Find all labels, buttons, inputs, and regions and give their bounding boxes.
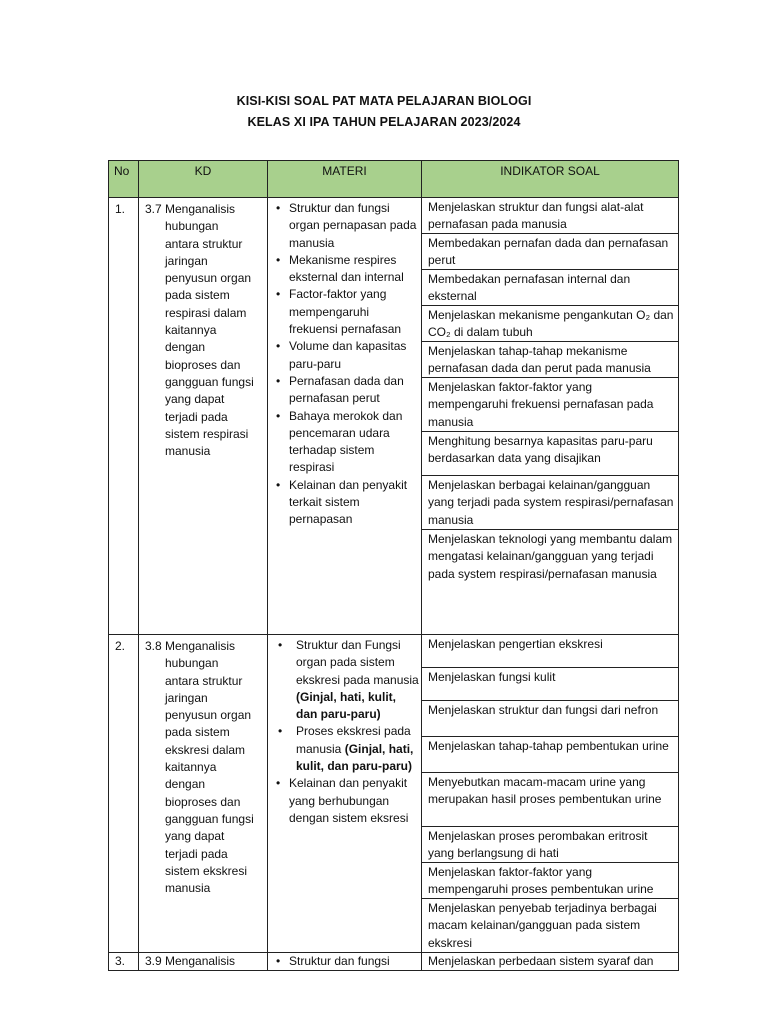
kd-line: pada sistem	[165, 725, 230, 740]
list-item: • Kelainan dan penyakit terkait sistem pernapasan	[276, 477, 408, 527]
indikator-item: Menyebutkan macam-macam urine yang merupakan hasil proses pembentukan urine	[422, 773, 678, 827]
indikator-item: Menjelaskan struktur dan fungsi alat-alat pernafasan pada manusia	[422, 198, 678, 234]
list-item: • Pernafasan dada dan pernafasan perut	[276, 373, 404, 406]
kd-line: sistem respirasi	[165, 426, 249, 441]
list-item: • Struktur dan fungsi organ pernapasan pada manusia	[276, 201, 417, 250]
list-item: • Volume dan kapasitas paru-paru	[276, 339, 407, 371]
indikator-cell	[422, 635, 679, 953]
kd-line: hubungan	[165, 656, 219, 671]
kd-line: kaitannya	[165, 760, 217, 775]
indikator-item: Menjelaskan mekanisme pengankutan O₂ dan CO₂ di dalam tubuh	[422, 306, 678, 342]
kd-line: sistem ekskresi	[165, 863, 248, 878]
list-item: • Factor-faktor yang mempengaruhi frekuensi pernafasan	[276, 287, 402, 337]
kd-line: yang dapat	[165, 392, 225, 407]
indikator-item: Menjelaskan fungsi kulit	[422, 668, 678, 701]
bullet-icon: •	[276, 477, 281, 492]
kd-line: bioproses dan	[165, 357, 241, 372]
kd-line: jaringan	[165, 253, 208, 268]
kd-line: jaringan	[165, 690, 208, 705]
list-item: • Mekanisme respires eksternal dan internal	[276, 252, 404, 285]
kd-line: dengan	[165, 340, 206, 355]
kd-cell	[139, 953, 268, 971]
kd-line: respirasi dalam	[165, 305, 247, 320]
bullet-icon: •	[278, 724, 283, 739]
document-title-line2: KELAS XI IPA TAHUN PELAJARAN 2023/2024	[247, 115, 521, 129]
indikator-item: Menjelaskan tahap-tahap mekanisme pernafasan dada dan perut pada manusia	[422, 342, 678, 378]
indikator-item: Menjelaskan faktor-faktor yang mempengaruhi frekuensi pernafasan pada manusia	[422, 378, 678, 432]
indikator-item: Menjelaskan faktor-faktor yang mempengaruhi proses pembentukan urine	[422, 863, 678, 899]
kd-line: penyusun organ	[165, 708, 252, 723]
kd-line: ekskresi dalam	[165, 742, 246, 757]
bullet-icon: •	[276, 776, 281, 791]
bullet-icon: •	[276, 252, 281, 267]
header-no: No	[109, 161, 139, 198]
materi-cell	[268, 198, 422, 635]
kd-line: antara struktur	[165, 236, 243, 251]
bullet-icon: •	[276, 201, 281, 215]
indikator-item: Menjelaskan teknologi yang membantu dalam mengatasi kelainan/gangguan yang terjadi pada system respirasi/pernafasan manusia	[428, 532, 673, 581]
row-number: 3.	[109, 953, 139, 971]
kd-cell	[139, 198, 268, 635]
kd-line: kaitannya	[165, 323, 217, 338]
kd-line: antara struktur	[165, 673, 243, 688]
bullet-icon: •	[276, 339, 281, 354]
kd-first-line: 3.7 Menganalisis	[145, 202, 236, 216]
bullet-icon: •	[276, 373, 281, 388]
indikator-cell	[422, 198, 679, 635]
indikator-item: Menjelaskan struktur dan fungsi dari nefron	[422, 701, 678, 737]
kd-first-line: 3.8 Menganalisis	[145, 639, 236, 653]
list-item: • Struktur dan fungsi	[272, 953, 419, 970]
row-number: 1.	[109, 198, 139, 635]
table-row	[109, 635, 679, 953]
list-item: • Struktur dan Fungsi organ pada sistem ekskresi pada manusia (Ginjal, hati, kulit, dan paru-paru)	[278, 638, 419, 722]
header-materi: MATERI	[268, 161, 422, 198]
kd-line: manusia	[165, 444, 211, 459]
bullet-icon: •	[278, 638, 283, 652]
table-row	[109, 198, 679, 635]
indikator-item: Menjelaskan berbagai kelainan/gangguan yang terjadi pada system respirasi/pernafasan manusia	[422, 476, 678, 530]
list-item: • Proses ekskresi pada manusia (Ginjal, hati, kulit, dan paru-paru)	[278, 724, 414, 774]
row-number: 2.	[109, 635, 139, 953]
kd-line: dengan	[165, 777, 206, 792]
table-header-row	[109, 161, 679, 198]
indikator-item: Menjelaskan pengertian ekskresi	[422, 635, 678, 668]
indikator-item: Menghitung besarnya kapasitas paru-paru berdasarkan data yang disajikan	[422, 432, 678, 476]
indikator-item: Menjelaskan perbedaan sistem syaraf dan	[428, 954, 654, 968]
indikator-item: Membedakan pernafan dada dan pernafasan perut	[422, 234, 678, 270]
kd-line: hubungan	[165, 219, 219, 234]
indikator-item: Menjelaskan tahap-tahap pembentukan urine	[422, 737, 678, 773]
kd-line: terjadi pada	[165, 846, 228, 861]
kd-line: bioproses dan	[165, 794, 241, 809]
indikator-item: Membedakan pernafasan internal dan eksternal	[422, 270, 678, 306]
document-title-line1: KISI-KISI SOAL PAT MATA PELAJARAN BIOLOGI	[236, 94, 532, 108]
list-item: • Bahaya merokok dan pencemaran udara terhadap sistem respirasi	[276, 408, 403, 475]
materi-cell	[268, 635, 422, 953]
indikator-item: Menjelaskan penyebab terjadinya berbagai macam kelainan/gangguan pada sistem ekskresi	[428, 901, 657, 950]
kd-cell	[139, 635, 268, 953]
kd-line: pada sistem	[165, 288, 230, 303]
bullet-icon: •	[276, 954, 281, 968]
kd-line: penyusun organ	[165, 271, 252, 286]
kisi-kisi-table	[108, 160, 679, 971]
materi-cell	[268, 953, 422, 971]
kd-line: terjadi pada	[165, 409, 228, 424]
kd-first-line: 3.9 Menganalisis	[145, 954, 236, 968]
table-row	[109, 953, 679, 971]
kd-line: manusia	[165, 881, 211, 896]
indikator-cell	[422, 953, 679, 971]
list-item: • Kelainan dan penyakit yang berhubungan dengan sistem eksresi	[276, 776, 409, 825]
bullet-icon: •	[276, 408, 281, 423]
header-indikator: INDIKATOR SOAL	[422, 161, 679, 198]
kd-line: yang dapat	[165, 829, 225, 844]
kd-line: gangguan fungsi	[165, 811, 254, 826]
kd-line: gangguan fungsi	[165, 374, 254, 389]
indikator-item: Menjelaskan proses perombakan eritrosit yang berlangsung di hati	[422, 827, 678, 863]
header-kd: KD	[139, 161, 268, 198]
bullet-icon: •	[276, 287, 281, 302]
